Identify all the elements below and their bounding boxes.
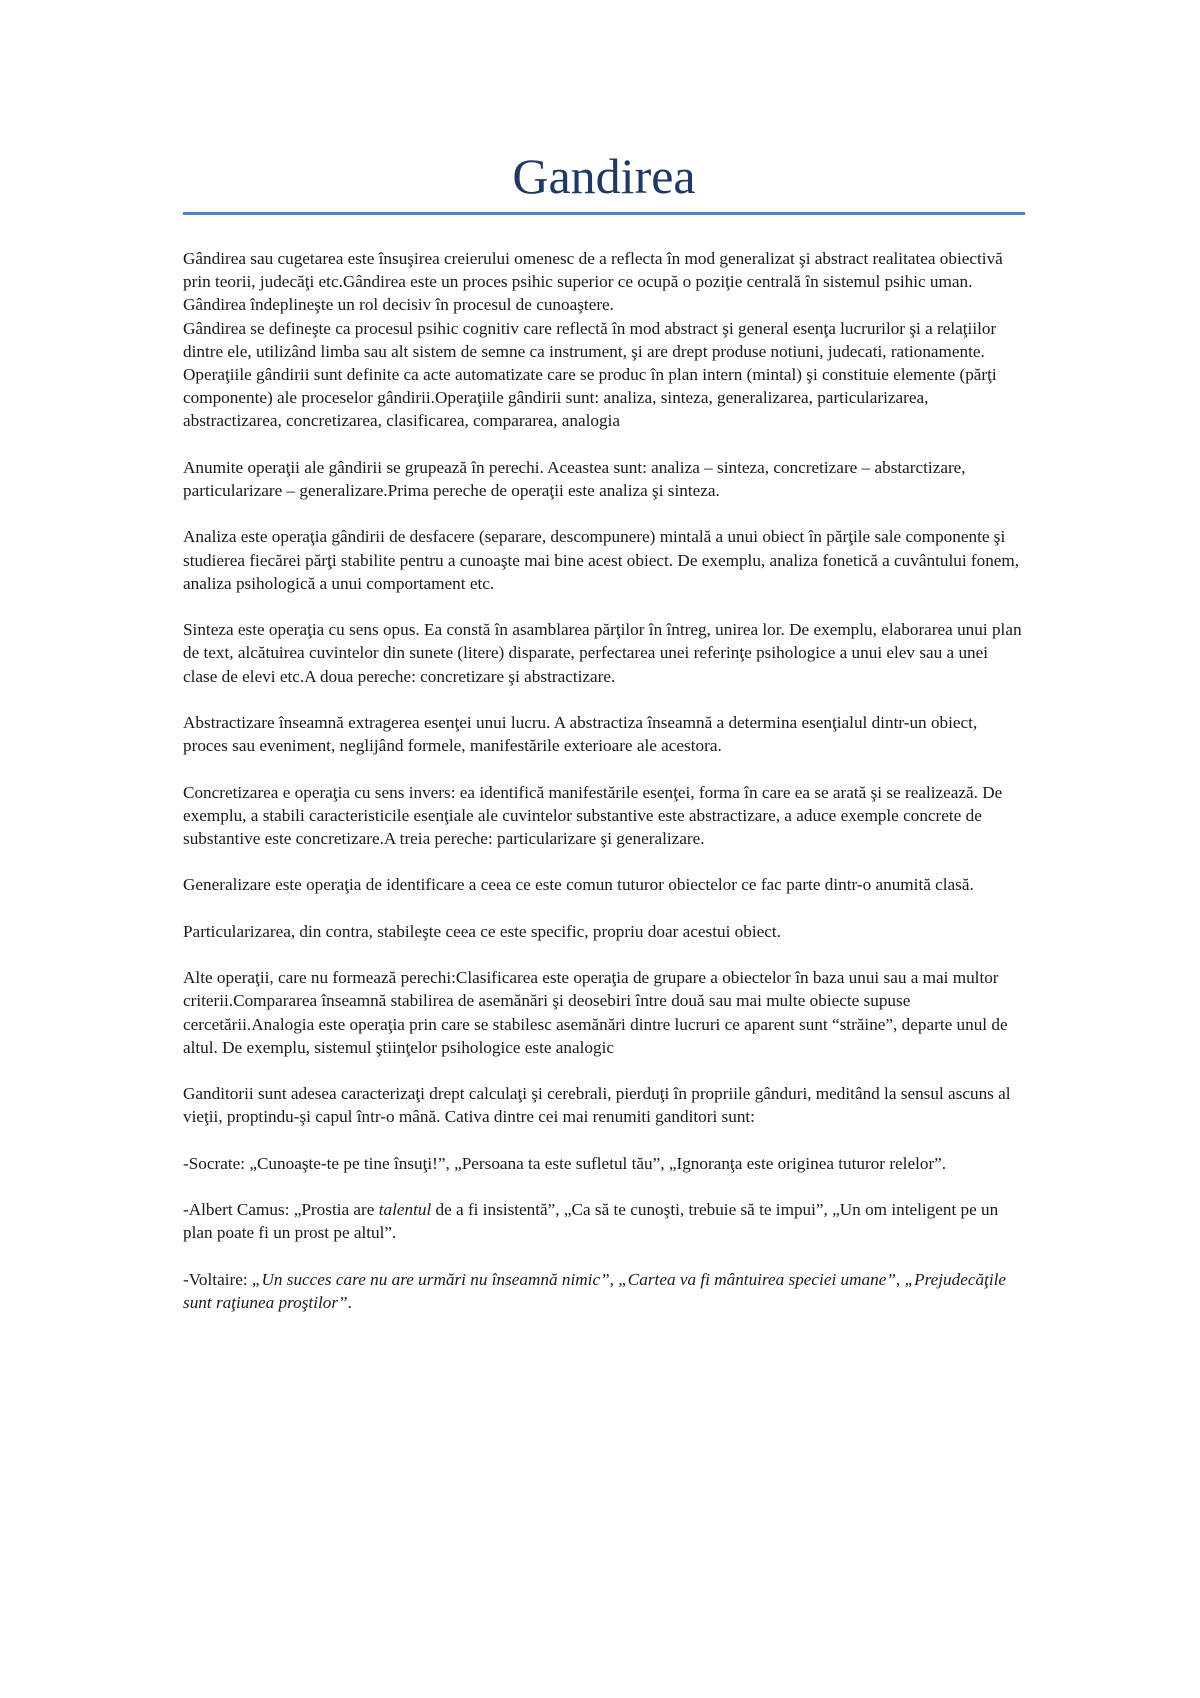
quote-camus (183, 1198, 1025, 1244)
paragraph-pairs: Anumite operaţii ale gândirii se grupează în perechi. Aceastea sunt: analiza – sinteza, concretizare – abstarctizare, particularizare – generalizare.Prima pereche de operaţii este analiza şi sinteza. (183, 457, 966, 501)
paragraph-definition-1: Gândirea sau cugetarea este însuşirea creierului omenesc de a reflecta în mod generalizat şi abstract realitatea obiectivă prin teorii, judecăţi etc.Gândirea este un proces psihic superior ce ocupă o poziţie centrală în sistemul psihic uman. Gândirea îndeplineşte un rol decisiv în procesul de cunoaştere. (183, 249, 1003, 315)
quote-camus-prefix: -Albert Camus: „Prostia are (183, 1200, 379, 1220)
page-title: Gandirea (512, 148, 696, 204)
paragraph-definition-2: Gândirea se defineşte ca procesul psihic cognitiv care reflectă în mod abstract şi general esenţa lucrurilor şi a relaţiilor dintre ele, utilizând limba sau alt sistem de semne ca instrument, şi are drept produse notiuni, judecati, rationamente. (183, 318, 997, 361)
quote-camus-suffix: de a fi insistentă”, „Ca să te cunoşti, trebuie să te impui”, „Un om inteligent pe un plan poate fi un prost pe altul”. (183, 1200, 999, 1243)
quote-voltaire-end: . (347, 1292, 352, 1312)
paragraph-analysis: Analiza este operaţia gândirii de desfacere (separare, descompunere) mintală a unui obiect în părţile sale componente şi studierea fiecărei părţi stabilite pentru a cunoaşte mai bine acest obiect. De exemplu, analiza fonetică a cuvântului fonem, analiza psihologică a unui comportament etc. (183, 527, 1020, 593)
paragraph-operations: Operaţiile gândirii sunt definite ca acte automatizate care se produc în plan intern (mintal) şi constituie elemente (părţi componente) ale proceselor gândirii.Operaţiile gândirii sunt: analiza, sinteza, generalizarea, particularizarea, abstractizarea, concretizarea, clasificarea, compararea, analogia (183, 365, 997, 431)
paragraph-abstraction: Abstractizare înseamnă extragerea esenţei unui lucru. A abstractiza înseamnă a determina esenţialul dintr-un obiect, proces sau eveniment, neglijând formele, manifestările exterioare ale acestora. (183, 713, 978, 756)
quote-socrate: -Socrate: „Cunoaşte-te pe tine însuţi!”, „Persoana ta este sufletul tău”, „Ignoranţa este originea tuturor relelor”. (183, 1153, 947, 1173)
quote-voltaire-prefix: -Voltaire: (183, 1269, 252, 1289)
paragraph-thinkers: Ganditorii sunt adesea caracterizaţi drept calculaţi şi cerebrali, pierduţi în propriile gânduri, meditând la sensul ascuns al vieţii, proptindu-şi capul într-o mână. Cativa dintre cei mai renumiti ganditori sunt: (183, 1084, 1011, 1127)
title-underline-rule (183, 212, 1025, 215)
paragraph-synthesis: Sinteza este operaţia cu sens opus. Ea constă în asamblarea părţilor în întreg, unirea lor. De exemplu, elaborarea unui plan de text, alcătuirea cuvintelor din sunete (litere) disparate, perfectarea unei referinţe psihologice a unui elev sau a unei clase de elevi etc.A doua pereche: concretizare şi abstractizare. (183, 620, 1022, 686)
paragraph-generalization: Generalizare este operaţia de identificare a ceea ce este comun tuturor obiectelor ce fac parte dintr-o anumită clasă. (183, 875, 974, 895)
paragraph-particularization: Particularizarea, din contra, stabileşte ceea ce este specific, propriu doar acestui obiect. (183, 921, 781, 941)
quote-voltaire-1: „Un succes care nu are urmări nu înseamnă nimic” (251, 1269, 610, 1289)
quote-voltaire-sep-1: , (609, 1269, 619, 1289)
quote-voltaire-3: „Prejudecăţile sunt raţiunea proştilor” (183, 1269, 1007, 1312)
paragraph-concretization: Concretizarea e operaţia cu sens invers: ea identifică manifestările esenţei, forma în care ea se arată şi se realizează. De exemplu, a stabili caracteristicile esenţiale ale cuvintelor substantive este abstractizare, a aduce exemple concrete de substantive este concretizare.A treia pereche: particularizare şi generalizare. (183, 782, 1003, 848)
document-body (183, 247, 1025, 1337)
quote-voltaire-sep-2: , (895, 1269, 905, 1289)
quote-camus-italic: talentul (378, 1200, 432, 1220)
quote-voltaire (183, 1268, 1025, 1314)
paragraph-other-operations: Alte operaţii, care nu formează perechi:Clasificarea este operaţia de grupare a obiectelor în baza unui sau a mai multor criterii.Compararea înseamnă stabilirea de asemănări şi deosebiri între două sau mai multe obiecte supuse cercetării.Analogia este operaţia prin care se stabilesc asemănări dintre lucruri ce aparent sunt “străine”, departe unul de altul. De exemplu, sistemul ştiinţelor psihologice este analogic (183, 968, 1008, 1057)
quote-voltaire-2: „Cartea va fi mântuirea speciei umane” (618, 1269, 896, 1289)
